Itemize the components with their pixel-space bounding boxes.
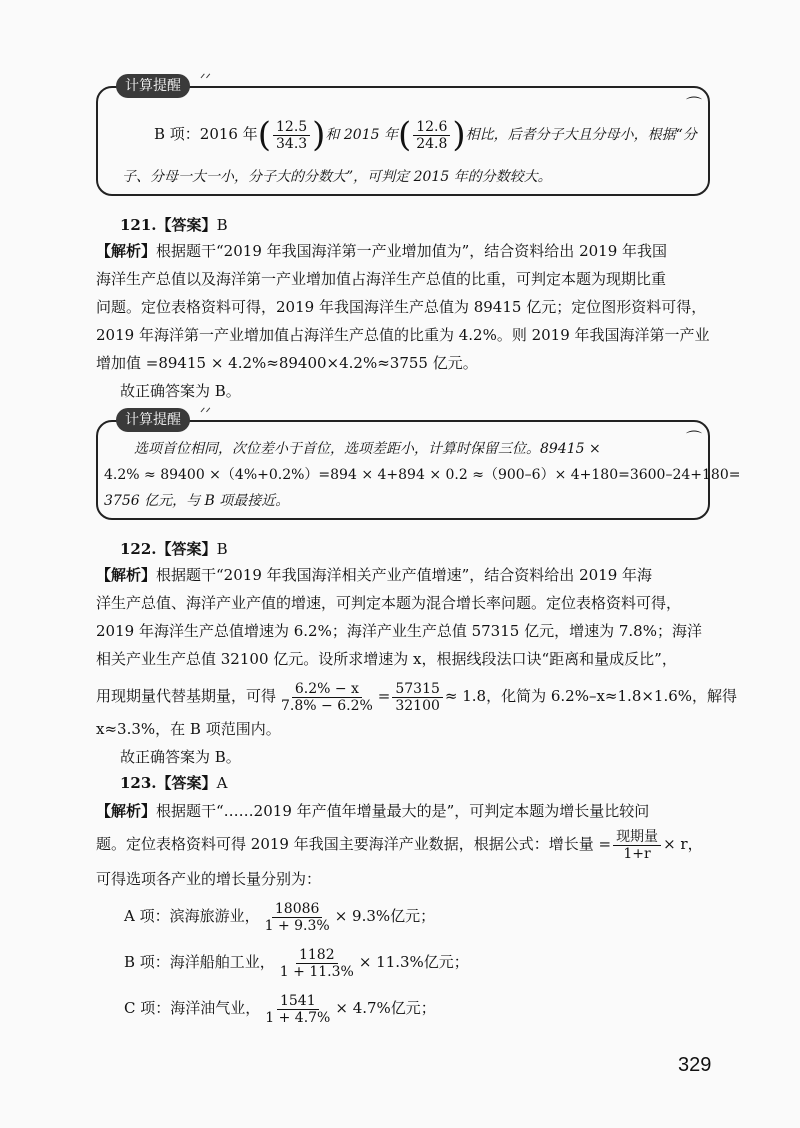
q122-para-6: x≈3.3%，在 B 项范围内。 [96,720,281,738]
tip1-line-2: 子、分母一大一小，分子大的分数大”，可判定 2015 年的分数较大。 [122,169,552,185]
calc-tip-box-2 [96,406,741,520]
tip2-line-2: 4.2% ≈ 89400 ×（4%+0.2%）=894 × 4+894 × 0.2 ≈（900–6）× 4+180=3600–24+180= [104,467,741,483]
q122-conclusion: 故正确答案为 B。 [120,748,241,766]
calc-tip-tag: 计算提醒 [116,74,190,98]
q121-header: 121.【答案】B [120,216,228,234]
q123-para-2: 题。定位表格资料可得 2019 年我国主要海洋产业数据，根据公式：增长量 = $\frac{\text{现期量}}{1+r}$ × r， [96,828,703,862]
fraction: $\frac{57315}{32100}$ [392,681,443,714]
fraction: $\frac{6.2\% - x}{7.8\% - 6.2\%}$ [281,680,373,714]
sparkle-icon: ᐟᐟ [200,72,212,87]
q121-para-3: 问题。定位表格资料可得，2019 年我国海洋生产总值为 89415 亿元；定位图形资料可得， [96,298,707,316]
tip2-line-1: 选项首位相同，次位差小于首位，选项差距小，计算时保留三位。89415 × [134,441,601,457]
tip2-line-3: 3756 亿元，与 B 项最接近。 [104,493,290,509]
fraction: $\frac{12.6}{24.8}$ [413,119,450,152]
q122-para-5: 用现期量代替基期量，可得 $\frac{6.2\% - x}{7.8\% - 6.2\%}$ = $\frac{57315}{32100}$ ≈ 1.8，化简为 6.2%–x≈1.8×1.6%，解得 [96,680,738,714]
q121-para-5: 增加值 =89415 × 4.2%≈89400×4.2%≈3755 亿元。 [96,354,478,372]
q121-para-2: 海洋生产总值以及海洋第一产业增加值占海洋生产总值的比重，可判定本题为现期比重 [96,270,667,288]
q123-header: 123.【答案】A [120,774,228,792]
fraction: $\frac{1541}{1 + 4.7\%}$ [265,992,331,1026]
tip1-text: 和 2015 年 [325,127,398,143]
q122-para-3: 2019 年海洋生产总值增速为 6.2%；海洋产业生产总值 57315 亿元，增速为 7.8%；海洋 [96,622,702,640]
page-number: 329 [678,1054,712,1076]
q123-para-1: 【解析】根据题干“……2019 年产值年增量最大的是”，可判定本题为增长量比较问 [96,802,650,820]
option-c: C 项：海洋油气业， $\frac{1541}{1 + 4.7\%}$ × 4.7%亿元； [124,992,436,1026]
corner-decoration-icon: ⌒ [685,95,702,114]
q122-para-2: 洋生产总值、海洋产业产值的增速，可判定本题为混合增长率问题。定位表格资料可得， [96,594,682,612]
q121-para-4: 2019 年海洋第一产业增加值占海洋生产总值的比重为 4.2%。则 2019 年我国海洋第一产业 [96,326,710,344]
q123-para-3: 可得选项各产业的增长量分别为： [96,870,322,888]
q122-para-1: 【解析】根据题干“2019 年我国海洋相关产业产值增速”，结合资料给出 2019 年海 [96,566,653,584]
option-b: B 项：海洋船舶工业， $\frac{1182}{1 + 11.3\%}$ × 11.3%亿元； [124,946,469,980]
q122-header: 122.【答案】B [120,540,228,558]
fraction: $\frac{\text{现期量}}{1+r}$ [613,829,661,862]
fraction: $\frac{1182}{1 + 11.3\%}$ [279,946,354,980]
calc-tip-tag: 计算提醒 [116,408,190,432]
q122-para-4: 相关产业生产总值 32100 亿元。设所求增速为 x，根据线段法口诀“距离和量成反比”， [96,650,677,668]
tip1-text: B 项：2016 年 [154,125,258,143]
q121-conclusion: 故正确答案为 B。 [120,382,241,400]
calc-tip-box-1 [96,72,710,196]
sparkle-icon: ᐟᐟ [200,406,212,421]
tip1-line-1: B 项：2016 年( $\frac{12.5}{34.3}$ )和 2015 年( $\frac{12.6}{24.8}$ )相比，后者分子大且分母小，根据“分 [154,115,697,155]
option-a: A 项：滨海旅游业， $\frac{18086}{1 + 9.3\%}$ × 9.3%亿元； [124,900,436,934]
fraction: $\frac{12.5}{34.3}$ [273,119,310,152]
tip1-text: 相比，后者分子大且分母小，根据“分 [465,127,697,143]
q121-para-1: 【解析】根据题干“2019 年我国海洋第一产业增加值为”，结合资料给出 2019 年我国 [96,242,668,260]
fraction: $\frac{18086}{1 + 9.3\%}$ [264,900,330,934]
corner-decoration-icon: ⌒ [685,429,702,448]
